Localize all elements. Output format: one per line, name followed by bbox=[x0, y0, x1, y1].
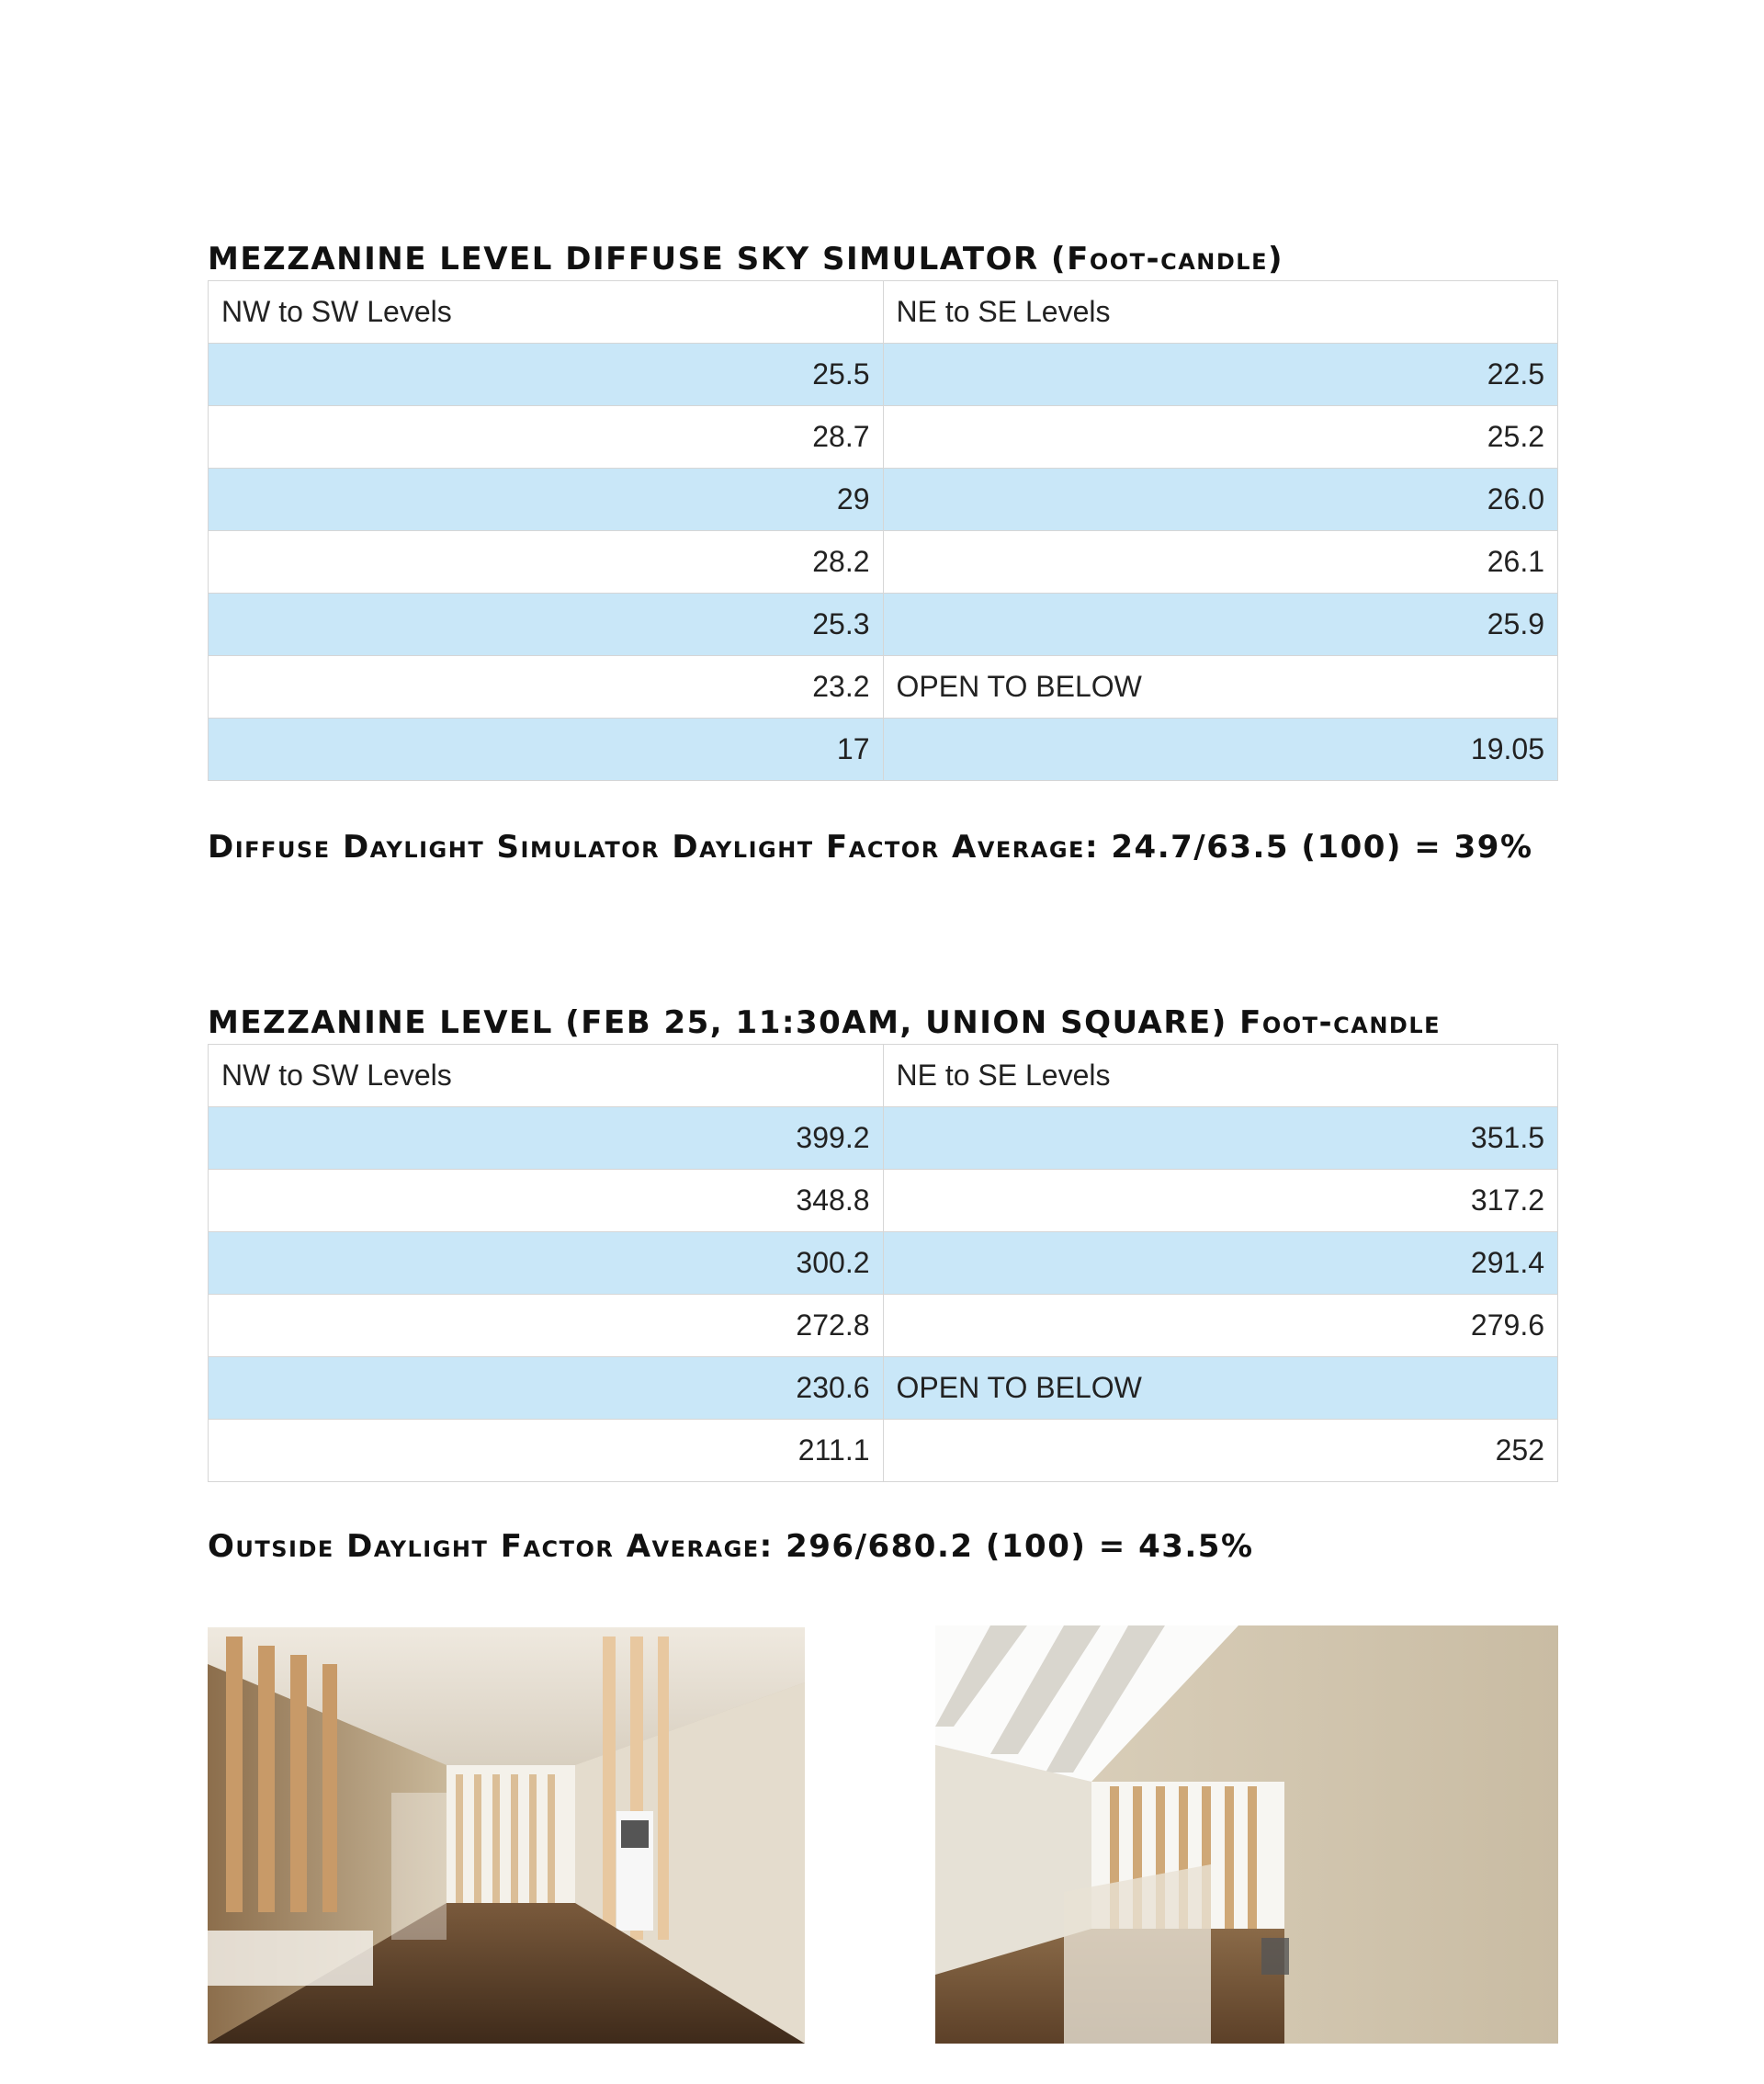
table-row bbox=[209, 719, 1558, 781]
cell-nw-sw: 17 bbox=[209, 719, 884, 781]
table-row bbox=[209, 406, 1558, 469]
column-header-nw-sw: NW to SW Levels bbox=[209, 281, 884, 344]
section1-heading-unit: Foot-candle bbox=[1067, 241, 1268, 277]
cell-nw-sw: 28.2 bbox=[209, 531, 884, 594]
section2-heading-unit: Foot-candle bbox=[1239, 1004, 1442, 1041]
cell-nw-sw: 25.5 bbox=[209, 344, 884, 406]
cell-ne-se: 252 bbox=[883, 1420, 1558, 1482]
cell-nw-sw: 28.7 bbox=[209, 406, 884, 469]
diffuse-daylight-factor-summary: Diffuse Daylight Simulator Daylight Factor Average: 24.7/63.5 (100) = 39% bbox=[208, 829, 1533, 866]
cell-nw-sw: 272.8 bbox=[209, 1295, 884, 1357]
cell-nw-sw: 23.2 bbox=[209, 656, 884, 719]
table-row bbox=[209, 594, 1558, 656]
table-row bbox=[209, 1232, 1558, 1295]
section1-heading bbox=[208, 241, 1283, 277]
table-row bbox=[209, 656, 1558, 719]
cell-ne-se: 351.5 bbox=[883, 1107, 1558, 1170]
section1-heading-main: MEZZANINE LEVEL DIFFUSE SKY SIMULATOR ( bbox=[208, 241, 1068, 277]
cell-nw-sw: 348.8 bbox=[209, 1170, 884, 1232]
cell-ne-se-open: OPEN TO BELOW bbox=[883, 656, 1558, 719]
cell-ne-se: 26.0 bbox=[883, 469, 1558, 531]
table-row bbox=[209, 531, 1558, 594]
model-interior-photo-right bbox=[935, 1625, 1558, 2044]
column-header-nw-sw: NW to SW Levels bbox=[209, 1045, 884, 1107]
cell-nw-sw: 230.6 bbox=[209, 1357, 884, 1420]
cell-ne-se: 26.1 bbox=[883, 531, 1558, 594]
table-row bbox=[209, 344, 1558, 406]
cell-nw-sw: 29 bbox=[209, 469, 884, 531]
cell-ne-se: 25.9 bbox=[883, 594, 1558, 656]
outside-daylight-factor-summary: Outside Daylight Factor Average: 296/680.2 (100) = 43.5% bbox=[208, 1528, 1254, 1565]
table-row bbox=[209, 1107, 1558, 1170]
cell-ne-se: 19.05 bbox=[883, 719, 1558, 781]
diffuse-sky-table bbox=[208, 280, 1558, 781]
cell-nw-sw: 300.2 bbox=[209, 1232, 884, 1295]
table-header-row bbox=[209, 281, 1558, 344]
cell-ne-se: 25.2 bbox=[883, 406, 1558, 469]
model-interior-photo-left bbox=[208, 1627, 805, 2044]
column-header-ne-se: NE to SE Levels bbox=[883, 1045, 1558, 1107]
cell-ne-se: 22.5 bbox=[883, 344, 1558, 406]
cell-ne-se-open: OPEN TO BELOW bbox=[883, 1357, 1558, 1420]
section2-heading-main: MEZZANINE LEVEL (FEB 25, 11:30AM, UNION SQUARE) bbox=[208, 1004, 1240, 1041]
outside-daylight-table bbox=[208, 1044, 1558, 1482]
table-header-row bbox=[209, 1045, 1558, 1107]
cell-nw-sw: 211.1 bbox=[209, 1420, 884, 1482]
cell-nw-sw: 399.2 bbox=[209, 1107, 884, 1170]
table-row bbox=[209, 469, 1558, 531]
table-row bbox=[209, 1357, 1558, 1420]
cell-nw-sw: 25.3 bbox=[209, 594, 884, 656]
cell-ne-se: 317.2 bbox=[883, 1170, 1558, 1232]
cell-ne-se: 279.6 bbox=[883, 1295, 1558, 1357]
cell-ne-se: 291.4 bbox=[883, 1232, 1558, 1295]
table-row bbox=[209, 1295, 1558, 1357]
table-row bbox=[209, 1420, 1558, 1482]
table-row bbox=[209, 1170, 1558, 1232]
column-header-ne-se: NE to SE Levels bbox=[883, 281, 1558, 344]
section2-heading bbox=[208, 1004, 1441, 1041]
section1-heading-close: ) bbox=[1268, 241, 1284, 277]
